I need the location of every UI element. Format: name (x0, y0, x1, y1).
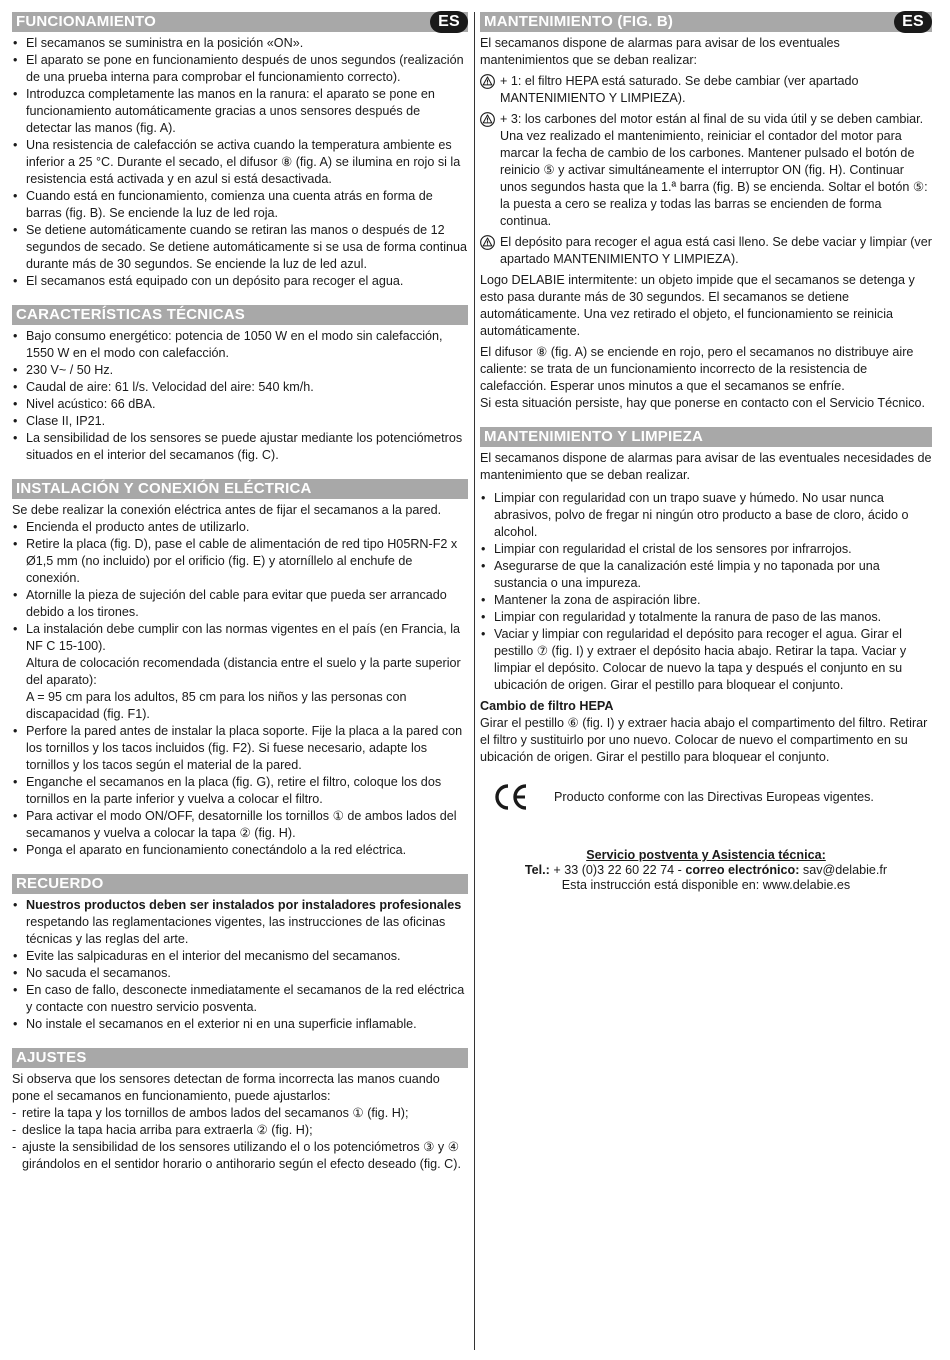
list-item: • Perfore la pared antes de instalar la placa soporte. Fije la placa a la pared con los tornillos y los tacos incluidos (fig. F2). Si fuese necesario, adapte los tornillos y los tacos según el material de la pared. (12, 723, 468, 774)
list-item: • El secamanos se suministra en la posición «ON». (12, 35, 468, 52)
list-item: • Evite las salpicaduras en el interior del mecanismo del secamanos. (12, 948, 468, 965)
recuerdo-list (12, 897, 468, 1033)
section-header-instalacion (12, 479, 468, 499)
warning-triangle-icon (480, 112, 495, 127)
service-contact (480, 863, 932, 878)
left-column (12, 12, 468, 1173)
list-item: - retire la tapa y los tornillos de ambos lados del secamanos ① (fig. H); (12, 1105, 468, 1122)
recuerdo-bold-text: Nuestros productos deben ser instalados por instaladores profesionales (26, 898, 462, 912)
list-item: • El secamanos está equipado con un depósito para recoger el agua. (12, 273, 468, 290)
tel-label: Tel.: (524, 863, 550, 877)
limpieza-list (480, 490, 932, 694)
language-badge: ES (430, 11, 468, 33)
list-item: • Cuando está en funcionamiento, comienza una cuenta atrás en forma de barras (fig. B). Se enciende la luz de led roja. (12, 188, 468, 222)
ce-mark-icon (492, 782, 532, 812)
list-item: • Ponga el aparato en funcionamiento conectándolo a la red eléctrica. (12, 842, 468, 859)
section-header-funcionamiento (12, 12, 468, 32)
mail-label: correo electrónico: (685, 863, 800, 877)
list-item: • El aparato se pone en funcionamiento después de unos segundos (realización de una prueba interna para comprobar el funcionamiento correcto). (12, 52, 468, 86)
alarm-item (480, 234, 932, 268)
list-item: • Atornille la pieza de sujeción del cable para evitar que pueda ser arrancado debido a los tirones. (12, 587, 468, 621)
list-item: • Limpiar con regularidad con un trapo suave y húmedo. No usar nunca abrasivos, polvo de fregar ni ningún otro producto a base de cloro, ácido o alcohol. (480, 490, 932, 541)
list-item: • Nivel acústico: 66 dBA. (12, 396, 468, 413)
persist-text: Si esta situación persiste, hay que ponerse en contacto con el Servicio Técnico. (480, 396, 925, 410)
list-item: • Limpiar con regularidad y totalmente la ranura de paso de las manos. (480, 609, 932, 626)
ajustes-intro: Si observa que los sensores detectan de forma incorrecta las manos cuando pone el secamanos en funcionamiento, puede ajustarlos: (12, 1072, 440, 1103)
list-item: • Encienda el producto antes de utilizarlo. (12, 519, 468, 536)
tel-value: + 33 (0)3 22 60 22 74 - (549, 863, 686, 877)
list-item (12, 897, 468, 948)
service-web: Esta instrucción está disponible en: www.delabie.es (561, 878, 851, 892)
list-item: • Se detiene automáticamente cuando se retiran las manos o después de 12 segundos de secado. Se detiene automáticamente si se usa de forma continua durante más de 30 segundos. Se enciende la luz de led azul. (12, 222, 468, 273)
limpieza-intro: El secamanos dispone de alarmas para avisar de las eventuales necesidades de mantenimiento que se deban realizar. (480, 451, 932, 482)
recuerdo-rest-text: respetando las reglamentaciones vigentes, las instrucciones de las oficinas técnicas y las reglas del arte. (26, 915, 446, 946)
section-title: MANTENIMIENTO Y LIMPIEZA (484, 428, 703, 445)
mail-value: sav@delabie.fr (799, 863, 888, 877)
hepa-title: Cambio de filtro HEPA (480, 699, 614, 713)
altura-text: Altura de colocación recomendada (distancia entre el suelo y la parte superior del aparato): (26, 656, 461, 687)
section-header-caracteristicas (12, 305, 468, 325)
section-title: AJUSTES (16, 1049, 87, 1066)
list-item: • No sacuda el secamanos. (12, 965, 468, 982)
alarm-text: + 3: los carbones del motor están al final de su vida útil y se deben cambiar. Una vez realizado el mantenimiento, reiniciar el contador del motor para marcar la fecha de cambio de los carbones. Mantener pulsado el botón de reinicio ⑤ y activar simultáneamente el interruptor ON (fig. H). Continuar unos segundos hasta que la 1.ª barra (fig. B) se encienda. Soltar el botón ⑤: la puesta a cero se realiza y todas las barras se encienden de forma continua. (500, 112, 928, 228)
list-item: - ajuste la sensibilidad de los sensores utilizando el o los potenciómetros ③ y ④ girándolos en el sentidor horario o antihorario según el efecto deseado (fig. C). (12, 1139, 468, 1173)
altura-values: A = 95 cm para los adultos, 85 cm para los niños y las personas con discapacidad (fig. F1). (26, 690, 407, 721)
warning-triangle-icon (480, 235, 495, 250)
ce-text: Producto conforme con las Directivas Europeas vigentes. (554, 789, 874, 804)
list-item: - deslice la tapa hacia arriba para extraerla ② (fig. H); (12, 1122, 468, 1139)
list-item: • 230 V~ / 50 Hz. (12, 362, 468, 379)
instalacion-list (12, 519, 468, 859)
service-title: Servicio postventa y Asistencia técnica: (586, 848, 826, 862)
alarm-text: El depósito para recoger el agua está casi lleno. Se debe vaciar y limpiar (ver apartado MANTENIMIENTO Y LIMPIEZA). (500, 235, 932, 266)
list-item: • Para activar el modo ON/OFF, desatornille los tornillos ① de ambos lados del secamanos y vuelva a colocar la tapa ② (fig. H). (12, 808, 468, 842)
ce-conformity (480, 782, 932, 812)
list-item: • Clase II, IP21. (12, 413, 468, 430)
section-title: MANTENIMIENTO (FIG. B) (484, 13, 674, 30)
alarm-item (480, 111, 932, 230)
list-item: • Vaciar y limpiar con regularidad el depósito para recoger el agua. Girar el pestillo ⑦ (fig. I) y extraer el depósito hacia abajo. Retirar la tapa. Vaciar y limpiar el depósito. Colocar de nuevo la tapa y después el conjunto en su ubicación de origen. Girar el pestillo para bloquear el conjunto. (480, 626, 932, 694)
alarm-item (480, 73, 932, 107)
list-item: • Asegurarse de que la canalización esté limpia y no taponada por una sustancia o una impureza. (480, 558, 932, 592)
section-header-mantenimiento-fig (480, 12, 932, 32)
list-item (12, 621, 468, 723)
difusor-text: El difusor ⑧ (fig. A) se enciende en rojo, pero el secamanos no distribuye aire caliente: se trata de un funcionamiento incorrecto de la resistencia de calefacción. Esperar unos minutos a que el secamanos se enfríe. (480, 345, 914, 393)
list-item: • Bajo consumo energético: potencia de 1050 W en el modo sin calefacción, 1550 W en el modo con calefacción. (12, 328, 468, 362)
list-item: • Caudal de aire: 61 l/s. Velocidad del aire: 540 km/h. (12, 379, 468, 396)
list-item: • Una resistencia de calefacción se activa cuando la temperatura ambiente es inferior a 25 °C. Durante el secado, el difusor ⑧ (fig. A) se ilumina en rojo si la resistencia está activada y en azul si está desactivada. (12, 137, 468, 188)
warning-triangle-icon (480, 74, 495, 89)
hepa-text: Girar el pestillo ⑥ (fig. I) y extraer hacia abajo el compartimento del filtro. Retirar el filtro y sustituirlo por uno nuevo. Colocar de nuevo el compartimento en su ubicación de origen. Girar el pestillo para bloquear el conjunto. (480, 716, 928, 764)
list-item: • Introduzca completamente las manos en la ranura: el aparato se pone en funcionamiento automáticamente gracias a unos sensores después de detectar las manos (fig. A). (12, 86, 468, 137)
service-block (480, 848, 932, 893)
list-item: • Limpiar con regularidad el cristal de los sensores por infrarrojos. (480, 541, 932, 558)
list-item: • Enganche el secamanos en la placa (fig. G), retire el filtro, coloque los dos tornillos en la parte inferior y vuelva a colocar el filtro. (12, 774, 468, 808)
section-header-limpieza (480, 427, 932, 447)
section-header-recuerdo (12, 874, 468, 894)
logo-blinking-text: Logo DELABIE intermitente: un objeto impide que el secamanos se detenga y esto pasa durante más de 30 segundos. El secamanos se detiene automáticamente. Una vez retirado el objeto, el funcionamiento se reinicia automáticamente. (480, 273, 915, 338)
section-title: FUNCIONAMIENTO (16, 13, 157, 30)
alarm-text: + 1: el filtro HEPA está saturado. Se debe cambiar (ver apartado MANTENIMIENTO Y LIMPIEZA). (500, 74, 859, 105)
list-item: • No instale el secamanos en el exterior ni en una superficie inflamable. (12, 1016, 468, 1033)
section-title: CARACTERÍSTICAS TÉCNICAS (16, 306, 245, 323)
norma-text: La instalación debe cumplir con las normas vigentes en el país (en Francia, la NF C 15-100). (26, 622, 461, 653)
ajustes-list (12, 1105, 468, 1173)
section-title: INSTALACIÓN Y CONEXIÓN ELÉCTRICA (16, 480, 312, 497)
language-badge: ES (894, 11, 932, 33)
list-item: • La sensibilidad de los sensores se puede ajustar mediante los potenciómetros situados en el interior del secamanos (fig. C). (12, 430, 468, 464)
right-column (480, 12, 932, 893)
column-divider (474, 12, 475, 1350)
caracteristicas-list (12, 328, 468, 464)
section-title: RECUERDO (16, 875, 104, 892)
mantenimiento-intro: El secamanos dispone de alarmas para avisar de los eventuales mantenimientos que se deban realizar: (480, 36, 840, 67)
section-header-ajustes (12, 1048, 468, 1068)
instalacion-intro: Se debe realizar la conexión eléctrica antes de fijar el secamanos a la pared. (12, 503, 442, 517)
funcionamiento-list (12, 35, 468, 290)
list-item: • En caso de fallo, desconecte inmediatamente el secamanos de la red eléctrica y contacte con nuestro servicio posventa. (12, 982, 468, 1016)
list-item: • Mantener la zona de aspiración libre. (480, 592, 932, 609)
list-item: • Retire la placa (fig. D), pase el cable de alimentación de red tipo H05RN-F2 x Ø1,5 mm (no incluido) por el orificio (fig. E) y atorníllelo al enchufe de conexión. (12, 536, 468, 587)
